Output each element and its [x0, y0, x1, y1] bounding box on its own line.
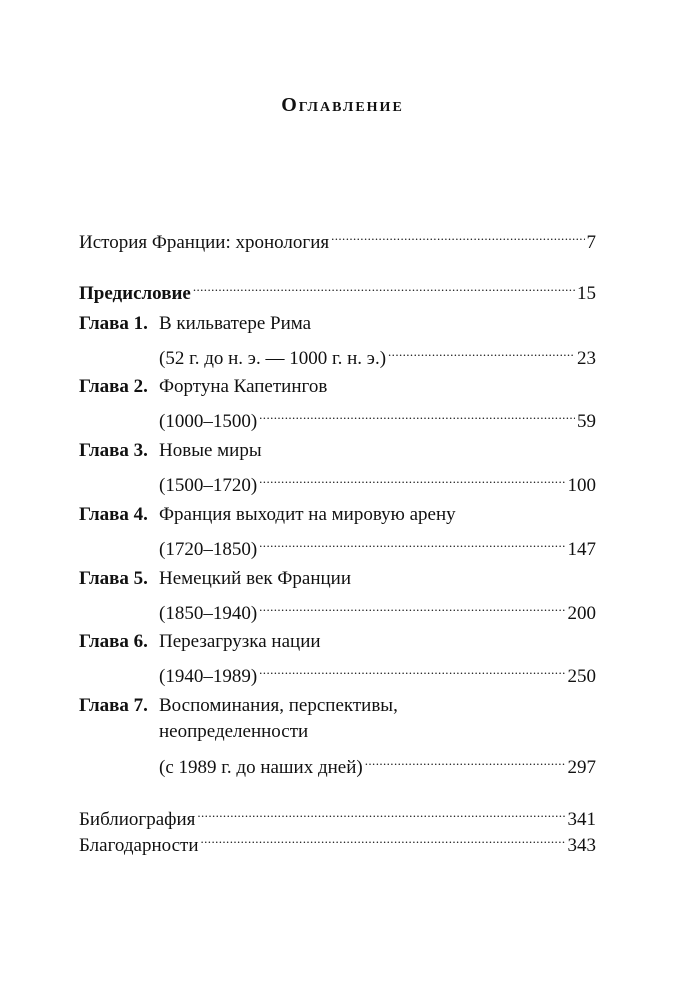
chapter-title: Перезагрузка нации	[159, 631, 321, 652]
toc-entry-title: История Франции: хронология	[79, 232, 330, 253]
toc-entry-chapter-7[interactable]	[79, 692, 596, 720]
toc-entry-title: Благодарности	[79, 835, 199, 856]
page-number: 200	[567, 603, 596, 624]
page-number: 23	[577, 348, 596, 369]
toc-entry-chapter-2[interactable]	[79, 373, 596, 401]
page-number: 15	[577, 283, 596, 304]
chapter-dates: (1940–1989)	[159, 666, 258, 687]
chapter-title: Фортуна Капетингов	[159, 376, 328, 397]
chapter-title: Немецкий век Франции	[159, 568, 351, 589]
dot-leader	[259, 527, 565, 555]
chapter-label: Глава 5.	[79, 568, 148, 589]
dot-leader	[201, 823, 566, 851]
page-number: 343	[567, 835, 596, 856]
toc-entry-chapter-3[interactable]	[79, 437, 596, 465]
chapter-dates: (1720–1850)	[159, 539, 258, 560]
toc-entry-chapter-6-dates[interactable]	[159, 654, 596, 687]
dot-leader	[365, 745, 566, 773]
toc-entry-chapter-5-dates[interactable]	[159, 591, 596, 624]
toc-entry-chapter-6[interactable]	[79, 628, 596, 656]
chapter-label: Глава 6.	[79, 631, 148, 652]
toc-entry-chapter-3-dates[interactable]	[159, 463, 596, 496]
toc-entry-chapter-7-dates[interactable]	[159, 745, 596, 778]
toc-entry-chapter-4-dates[interactable]	[159, 527, 596, 560]
chapter-title: Франция выходит на мировую арену	[159, 504, 456, 525]
toc-entry-title: Библиография	[79, 809, 196, 830]
toc-entry-preface[interactable]	[79, 271, 596, 304]
dot-leader	[259, 399, 575, 427]
dot-leader	[331, 220, 584, 248]
chapter-dates: (52 г. до н. э. — 1000 г. н. э.)	[159, 348, 387, 369]
toc-entry-chapter-1-dates[interactable]	[159, 336, 596, 369]
page-number: 250	[567, 666, 596, 687]
toc-entry-bibliography[interactable]	[79, 797, 596, 830]
chapter-label: Глава 1.	[79, 313, 148, 334]
dot-leader	[259, 463, 565, 491]
toc-entry-chapter-2-dates[interactable]	[159, 399, 596, 432]
toc-entry-chapter-7-title-cont[interactable]	[159, 718, 596, 746]
page-number: 100	[567, 475, 596, 496]
dot-leader	[197, 797, 565, 825]
toc-entry-chronology[interactable]	[79, 220, 596, 253]
dot-leader	[259, 654, 565, 682]
toc-entry-acknowledgements[interactable]	[79, 823, 596, 856]
chapter-label: Глава 3.	[79, 440, 148, 461]
dot-leader	[259, 591, 565, 619]
chapter-title: Воспоминания, перспективы,	[159, 695, 398, 716]
page-number: 297	[567, 757, 596, 778]
toc-entry-title: Предисловие	[79, 283, 191, 304]
toc-entry-chapter-5[interactable]	[79, 565, 596, 593]
toc-entry-chapter-1[interactable]	[79, 310, 596, 338]
chapter-label: Глава 4.	[79, 504, 148, 525]
chapter-label: Глава 7.	[79, 695, 148, 716]
chapter-dates: (1850–1940)	[159, 603, 258, 624]
page-number: 341	[567, 809, 596, 830]
page-number: 147	[567, 539, 596, 560]
chapter-title-continued: неопределенности	[159, 721, 309, 742]
page-number: 7	[586, 232, 596, 253]
dot-leader	[193, 271, 575, 299]
chapter-dates: (1500–1720)	[159, 475, 258, 496]
chapter-label: Глава 2.	[79, 376, 148, 397]
chapter-title: Новые миры	[159, 440, 262, 461]
chapter-dates: (1000–1500)	[159, 411, 258, 432]
toc-entry-chapter-4[interactable]	[79, 501, 596, 529]
page-number: 59	[577, 411, 596, 432]
chapter-dates: (с 1989 г. до наших дней)	[159, 757, 363, 778]
page-title: Оглавление	[281, 94, 404, 116]
dot-leader	[388, 336, 575, 364]
chapter-title: В кильватере Рима	[159, 313, 312, 334]
